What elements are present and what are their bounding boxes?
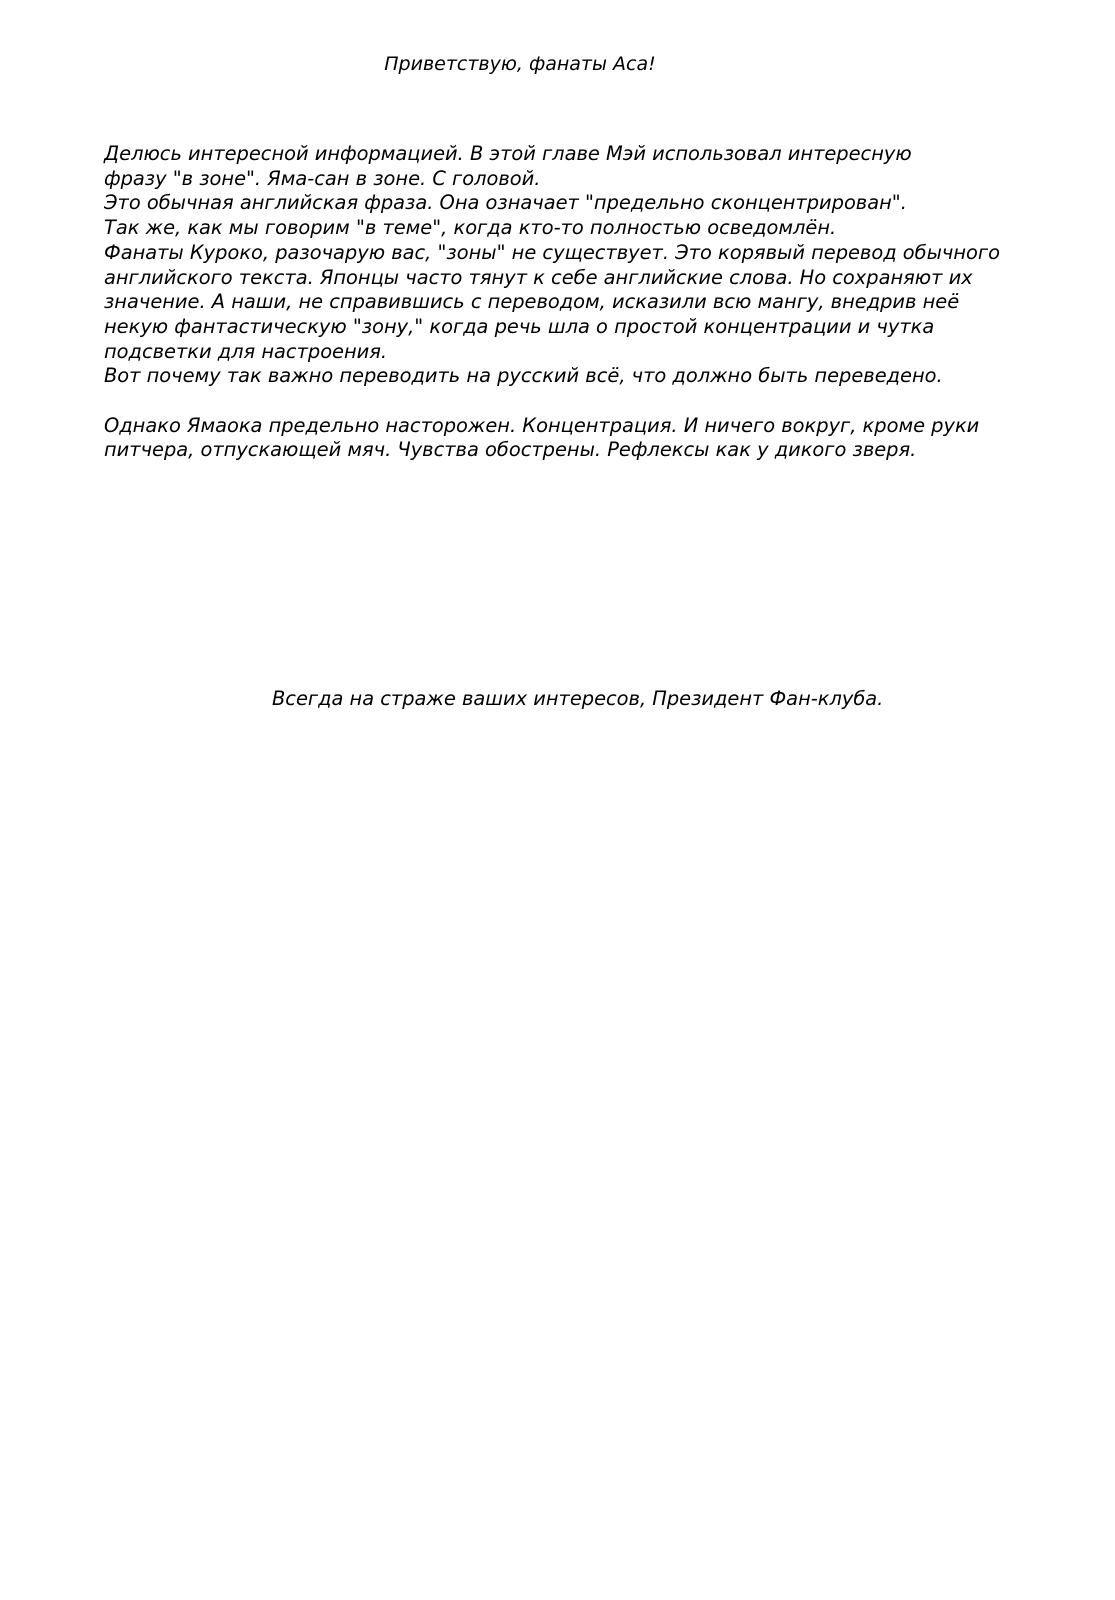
body-line-1: Делюсь интересной информацией. В этой главе Мэй использовал интересную bbox=[104, 142, 912, 165]
signature-line: Всегда на страже ваших интересов, Президент Фан-клуба. bbox=[272, 687, 884, 710]
body-line-6: английского текста. Японцы часто тянут к себе английские слова. Но сохраняют их bbox=[104, 265, 973, 289]
body-line-9: подсветки для настроения. bbox=[104, 339, 388, 363]
body-line-8: некую фантастическую "зону," когда речь шла о простой концентрации и чутка bbox=[104, 314, 935, 338]
body-line-12: питчера, отпускающей мяч. Чувства обострены. Рефлексы как у дикого зверя. bbox=[104, 438, 917, 462]
blank-line bbox=[104, 389, 1024, 414]
greeting-heading: Приветствую, фанаты Аса! bbox=[384, 53, 656, 75]
body-line-11: Однако Ямаока предельно насторожен. Концентрация. И ничего вокруг, кроме руки bbox=[104, 413, 980, 437]
body-line-5: Фанаты Куроко, разочарую вас, "зоны" не существует. Это корявый перевод обычного bbox=[104, 240, 1000, 264]
body-line-7: значение. А наши, не справившись с переводом, исказили всю мангу, внедрив неё bbox=[104, 290, 960, 314]
body-line-2: фразу "в зоне". Яма-сан в зоне. С головой. bbox=[104, 166, 541, 190]
body-line-3: Это обычная английская фраза. Она означает "предельно сконцентрирован". bbox=[104, 191, 907, 215]
body-line-4: Так же, как мы говорим "в теме", когда кто-то полностью осведомлён. bbox=[104, 216, 837, 240]
body-text bbox=[104, 142, 1024, 463]
body-line-10: Вот почему так важно переводить на русский всё, что должно быть переведено. bbox=[104, 364, 943, 388]
